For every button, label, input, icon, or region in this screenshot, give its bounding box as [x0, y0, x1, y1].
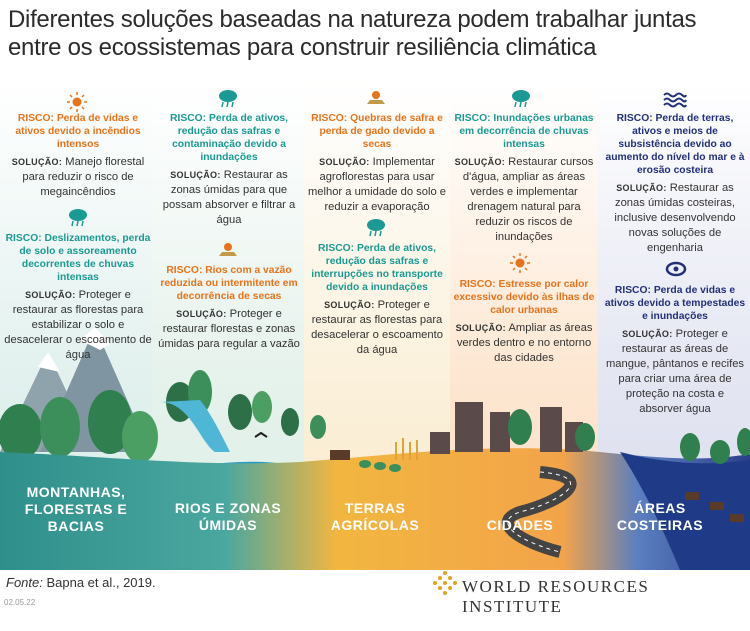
zone-label-coast: ÁREAS COSTEIRAS — [616, 500, 704, 533]
risk-card-rivers-drought — [158, 264, 300, 352]
risk-label: RISCO: — [5, 233, 42, 244]
infographic-stage — [0, 82, 750, 570]
risk-label: RISCO: — [454, 113, 491, 124]
solution-text: Proteger e restaurar as florestas para estabilizar o solo e desacelerar o escoamento de água — [4, 289, 152, 361]
risk-text: Deslizamentos, perda de solo e assoreamento decorrentes de chuvas intensas — [19, 233, 151, 283]
sun-icon — [67, 92, 87, 112]
solution-text: Restaurar as zonas úmidas para que possam absorver e filtrar a água — [162, 169, 296, 226]
risk-card-coast-sealevel — [603, 112, 747, 256]
storm-cloud-icon — [67, 207, 89, 227]
risk-card-farm-drought — [306, 112, 448, 215]
risk-label: RISCO: — [318, 243, 355, 254]
risk-label: RISCO: — [614, 285, 651, 296]
risk-card-rivers-flood — [158, 112, 300, 228]
solution-text: Restaurar cursos d'água, ampliar as áreas verdes e implementar drenagem natural para reduzir os riscos de inundações — [462, 156, 594, 243]
publish-date: 02.05.22 — [4, 598, 36, 607]
waves-icon — [663, 92, 687, 108]
risk-label: RISCO: — [616, 113, 653, 124]
drought-icon — [217, 240, 239, 258]
solution-label: SOLUÇÃO: — [454, 157, 506, 167]
sun-icon — [510, 253, 530, 273]
zone-label-rivers: RIOS E ZONAS ÚMIDAS — [174, 500, 282, 533]
wri-logo-icon — [432, 570, 458, 596]
risk-text: Rios com a vazão reduzida ou intermitente em decorrência de secas — [160, 265, 298, 302]
org-name: WORLD RESOURCES INSTITUTE — [462, 577, 650, 616]
solution-text: Proteger e restaurar florestas e zonas úmidas para regular a vazão — [158, 308, 300, 350]
solution-label: SOLUÇÃO: — [455, 323, 506, 333]
solution-text: Proteger e restaurar as florestas para desacelerar o escoamento da água — [311, 299, 443, 356]
risk-text: Perda de ativos, redução das safras e contaminação devido a inundações — [172, 113, 288, 163]
source-citation — [6, 575, 156, 590]
hurricane-icon — [665, 260, 687, 278]
risk-text: Perda de ativos, redução das safras e interrupções no transporte devido a inundações — [311, 243, 443, 293]
solution-label: SOLUÇÃO: — [319, 157, 370, 167]
rain-cloud-icon — [217, 88, 239, 108]
risk-card-mountains-landslide — [4, 232, 152, 363]
zone-label-mountains: MONTANHAS, FLORESTAS E BACIAS — [24, 484, 128, 534]
risk-card-city-heat — [452, 278, 596, 366]
risk-text: Quebras de safra e perda de gado devido a secas — [319, 113, 443, 150]
risk-label: RISCO: — [166, 265, 203, 276]
solution-text: Manejo florestal para reduzir o risco de megaincêndios — [22, 156, 145, 198]
risk-card-mountains-fire — [4, 112, 152, 200]
risk-card-coast-storm — [603, 284, 747, 417]
solution-text: Restaurar as zonas úmidas costeiras, inclusive desenvolvendo novas soluções de engenharia — [614, 182, 736, 254]
drought-icon — [365, 88, 387, 106]
risk-text: Estresse por calor excessivo devido às ilhas de calor urbanas — [453, 279, 595, 316]
solution-text: Ampliar as áreas verdes dentro e no entorno das cidades — [456, 322, 593, 364]
zone-label-farmland: TERRAS AGRÍCOLAS — [330, 500, 420, 533]
page-title: Diferentes soluções baseadas na natureza podem trabalhar juntas entre os ecossistemas para construir resiliência climática — [8, 6, 697, 61]
risk-label: RISCO: — [17, 113, 54, 124]
solution-label: SOLUÇÃO: — [170, 170, 221, 180]
solution-label: SOLUÇÃO: — [25, 290, 76, 300]
source-label: Fonte: — [6, 575, 43, 590]
solution-label: SOLUÇÃO: — [176, 309, 227, 319]
risk-text: Perda de terras, ativos e meios de subsistência devido ao aumento do nível do mar e à erosão costeira — [605, 113, 745, 176]
solution-label: SOLUÇÃO: — [11, 157, 63, 167]
risk-text: Perda de vidas e ativos devido a tempestades e inundações — [604, 285, 746, 322]
source-text: Bapna et al., 2019. — [42, 575, 156, 590]
risk-label: RISCO: — [170, 113, 207, 124]
risk-label: RISCO: — [311, 113, 348, 124]
risk-text: Perda de vidas e ativos devido a incêndios intensos — [15, 113, 141, 150]
rain-cloud-icon — [510, 88, 532, 108]
solution-label: SOLUÇÃO: — [616, 183, 667, 193]
risk-label: RISCO: — [459, 279, 496, 290]
risk-card-city-flood — [452, 112, 596, 245]
solution-text: Proteger e restaurar as áreas de mangue, pântanos e recifes para criar uma área de proteção na costa e absorver água — [605, 328, 745, 415]
risk-card-farm-flood — [306, 242, 448, 358]
bird-icon — [255, 433, 267, 437]
solution-text: Implementar agroflorestas para usar melhor a umidade do solo e reduzir a evaporação — [307, 156, 447, 213]
risk-text: Inundações urbanas em decorrência de chuvas intensas — [459, 113, 594, 150]
rain-cloud-icon — [365, 217, 387, 237]
solution-label: SOLUÇÃO: — [622, 329, 673, 339]
zone-label-cities: CIDADES — [486, 517, 554, 533]
solution-label: SOLUÇÃO: — [324, 300, 375, 310]
